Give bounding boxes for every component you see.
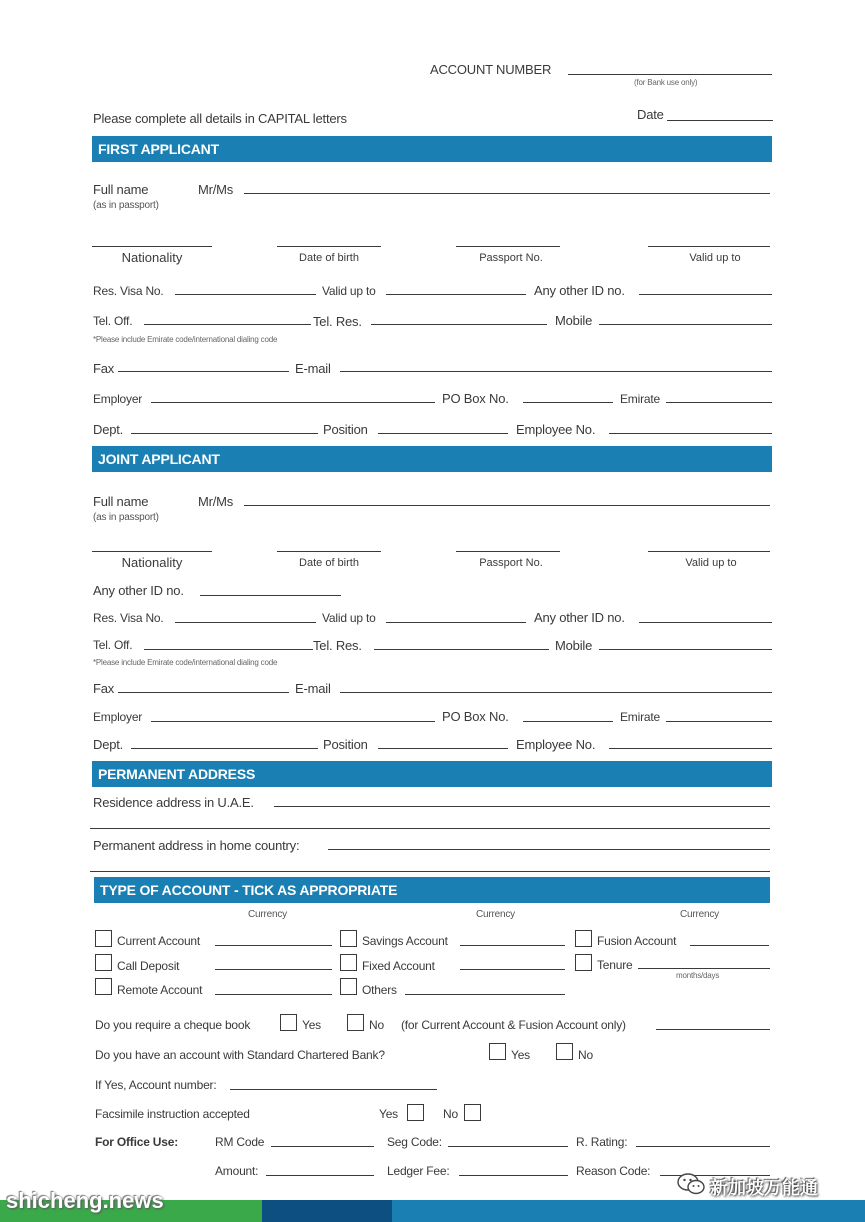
footer-strip-blue — [392, 1200, 865, 1222]
dept-field[interactable] — [131, 433, 318, 434]
as-in-passport-note: (as in passport) — [93, 200, 159, 211]
residence-address-field-2[interactable] — [90, 828, 770, 829]
watermark-right: 新加坡万能通 — [710, 1178, 818, 1198]
joint-full-name-field[interactable] — [244, 505, 770, 506]
facsimile-yes-label: Yes — [379, 1107, 398, 1121]
cheque-book-yes-label: Yes — [302, 1018, 321, 1032]
call-deposit-checkbox[interactable] — [95, 954, 112, 971]
fixed-account-label: Fixed Account — [362, 959, 435, 973]
joint-employer-field[interactable] — [151, 721, 435, 722]
tel-res-label: Tel. Res. — [313, 314, 362, 329]
joint-any-other-id-field[interactable] — [639, 622, 772, 623]
savings-account-checkbox[interactable] — [340, 930, 357, 947]
account-number-field[interactable] — [568, 74, 772, 75]
tel-off-label: Tel. Off. — [93, 314, 133, 328]
others-label: Others — [362, 983, 397, 997]
fax-field[interactable] — [118, 371, 289, 372]
office-use-label: For Office Use: — [95, 1135, 179, 1149]
valid-up-to-label: Valid up to — [689, 252, 741, 264]
tel-off-field[interactable] — [144, 324, 311, 325]
joint-tel-res-label: Tel. Res. — [313, 638, 362, 653]
joint-nationality-label: Nationality — [121, 555, 183, 570]
res-visa-no-field[interactable] — [175, 294, 316, 295]
account-type-header: TYPE OF ACCOUNT - TICK AS APPROPRIATE — [94, 877, 770, 903]
employer-label: Employer — [93, 392, 143, 406]
amount-label: Amount: — [215, 1164, 259, 1178]
joint-employee-no-field[interactable] — [609, 748, 772, 749]
date-label: Date — [637, 107, 664, 122]
emirate-field[interactable] — [666, 402, 772, 403]
remote-account-checkbox[interactable] — [95, 978, 112, 995]
cheque-book-no-label: No — [369, 1018, 384, 1032]
joint-res-visa-no-field[interactable] — [175, 622, 316, 623]
dept-label: Dept. — [93, 422, 124, 437]
po-box-field[interactable] — [523, 402, 613, 403]
fusion-account-checkbox[interactable] — [575, 930, 592, 947]
current-account-label: Current Account — [117, 934, 201, 948]
any-other-id-label: Any other ID no. — [534, 283, 625, 298]
joint-dept-label: Dept. — [93, 737, 124, 752]
residence-address-label: Residence address in U.A.E. — [93, 795, 254, 810]
facsimile-no-checkbox[interactable] — [464, 1104, 481, 1121]
joint-any-other-id-top-label: Any other ID no. — [93, 583, 184, 598]
joint-passport-no-field[interactable] — [456, 551, 560, 552]
current-account-checkbox[interactable] — [95, 930, 112, 947]
joint-fax-field[interactable] — [118, 692, 289, 693]
date-of-birth-label: Date of birth — [299, 252, 359, 264]
employee-no-label: Employee No. — [516, 422, 596, 437]
account-number-label: ACCOUNT NUMBER — [430, 62, 552, 77]
joint-date-of-birth-label: Date of birth — [299, 557, 359, 569]
po-box-label: PO Box No. — [442, 391, 509, 406]
capital-letters-instruction: Please complete all details in CAPITAL letters — [93, 111, 347, 126]
home-country-address-field-2[interactable] — [90, 871, 770, 872]
joint-tel-off-field[interactable] — [144, 649, 313, 650]
joint-employee-no-label: Employee No. — [516, 737, 596, 752]
mobile-field[interactable] — [599, 324, 772, 325]
joint-tel-off-label: Tel. Off. — [93, 638, 133, 652]
r-rating-label: R. Rating: — [576, 1135, 628, 1149]
dialing-code-note: *Please include Emirate code/international dialing code — [93, 335, 278, 344]
joint-email-field[interactable] — [340, 692, 772, 693]
seg-code-label: Seg Code: — [387, 1135, 442, 1149]
rm-code-field[interactable] — [271, 1146, 374, 1147]
joint-po-box-label: PO Box No. — [442, 709, 509, 724]
amount-field[interactable] — [266, 1175, 374, 1176]
home-country-address-field[interactable] — [328, 849, 770, 850]
scb-yes-label: Yes — [511, 1048, 530, 1062]
fusion-account-label: Fusion Account — [597, 934, 677, 948]
currency-label-1: Currency — [248, 909, 287, 920]
joint-dept-field[interactable] — [131, 748, 318, 749]
joint-mobile-field[interactable] — [599, 649, 772, 650]
position-field[interactable] — [378, 433, 508, 434]
footer-strip-dark — [262, 1200, 392, 1222]
joint-valid-up-to-label: Valid up to — [685, 557, 737, 569]
joint-passport-no-label: Passport No. — [479, 557, 543, 569]
residence-address-field[interactable] — [274, 806, 770, 807]
scb-no-checkbox[interactable] — [556, 1043, 573, 1060]
currency-label-2: Currency — [476, 909, 515, 920]
email-field[interactable] — [340, 371, 772, 372]
visa-valid-up-to-field[interactable] — [386, 294, 526, 295]
joint-visa-valid-up-to-label: Valid up to — [322, 611, 376, 625]
reason-code-label: Reason Code: — [576, 1164, 651, 1178]
joint-position-field[interactable] — [378, 748, 508, 749]
any-other-id-field[interactable] — [639, 294, 772, 295]
currency-label-3: Currency — [680, 909, 719, 920]
if-yes-account-field[interactable] — [230, 1089, 437, 1090]
watermark-left: shicheng.news — [6, 1188, 164, 1213]
cheque-book-note: (for Current Account & Fusion Account only) — [401, 1018, 626, 1032]
joint-visa-valid-up-to-field[interactable] — [386, 622, 526, 623]
months-days-note: months/days — [676, 971, 720, 980]
tel-res-field[interactable] — [371, 324, 547, 325]
savings-account-currency-field[interactable] — [460, 945, 565, 946]
scb-no-label: No — [578, 1048, 593, 1062]
joint-any-other-id-top-field[interactable] — [200, 595, 341, 596]
others-field[interactable] — [405, 994, 565, 995]
cheque-book-field[interactable] — [656, 1029, 770, 1030]
joint-tel-res-field[interactable] — [374, 649, 549, 650]
nationality-field[interactable] — [92, 246, 212, 247]
joint-date-of-birth-field[interactable] — [277, 551, 381, 552]
joint-res-visa-no-label: Res. Visa No. — [93, 611, 164, 625]
r-rating-field[interactable] — [636, 1146, 770, 1147]
employee-no-field[interactable] — [609, 433, 772, 434]
employer-field[interactable] — [151, 402, 435, 403]
date-of-birth-field[interactable] — [277, 246, 381, 247]
joint-nationality-field[interactable] — [92, 551, 212, 552]
joint-mobile-label: Mobile — [555, 638, 593, 653]
valid-up-to-field[interactable] — [648, 246, 770, 247]
cheque-book-yes-checkbox[interactable] — [280, 1014, 297, 1031]
scb-yes-checkbox[interactable] — [489, 1043, 506, 1060]
joint-full-name-label: Full name — [93, 494, 149, 509]
nationality-label: Nationality — [121, 250, 183, 265]
emirate-label: Emirate — [620, 392, 660, 406]
current-account-currency-field[interactable] — [215, 945, 332, 946]
res-visa-no-label: Res. Visa No. — [93, 284, 164, 298]
savings-account-label: Savings Account — [362, 934, 448, 948]
joint-mr-ms-label: Mr/Ms — [198, 494, 234, 509]
seg-code-field[interactable] — [448, 1146, 568, 1147]
visa-valid-up-to-label: Valid up to — [322, 284, 376, 298]
cheque-book-no-checkbox[interactable] — [347, 1014, 364, 1031]
first-applicant-header: FIRST APPLICANT — [92, 136, 772, 162]
passport-no-field[interactable] — [456, 246, 560, 247]
remote-account-currency-field[interactable] — [215, 994, 332, 995]
joint-emirate-field[interactable] — [666, 721, 772, 722]
remote-account-label: Remote Account — [117, 983, 203, 997]
joint-employer-label: Employer — [93, 710, 143, 724]
joint-position-label: Position — [323, 737, 368, 752]
joint-as-in-passport-note: (as in passport) — [93, 512, 159, 523]
ledger-fee-label: Ledger Fee: — [387, 1164, 450, 1178]
joint-email-label: E-mail — [295, 681, 331, 696]
permanent-address-header: PERMANENT ADDRESS — [92, 761, 772, 787]
wechat-icon — [676, 1172, 706, 1196]
facsimile-yes-checkbox[interactable] — [407, 1104, 424, 1121]
ledger-fee-field[interactable] — [459, 1175, 568, 1176]
joint-emirate-label: Emirate — [620, 710, 660, 724]
joint-any-other-id-label: Any other ID no. — [534, 610, 625, 625]
scb-account-question: Do you have an account with Standard Chartered Bank? — [95, 1048, 385, 1062]
home-country-address-label: Permanent address in home country: — [93, 838, 300, 853]
fixed-account-currency-field[interactable] — [460, 969, 565, 970]
others-checkbox[interactable] — [340, 978, 357, 995]
facsimile-no-label: No — [443, 1107, 458, 1121]
mobile-label: Mobile — [555, 313, 593, 328]
joint-fax-label: Fax — [93, 681, 115, 696]
fax-label: Fax — [93, 361, 115, 376]
bank-use-only-note: (for Bank use only) — [634, 78, 698, 87]
date-field[interactable] — [667, 120, 773, 121]
tenure-field[interactable] — [638, 968, 770, 969]
tenure-label: Tenure — [597, 958, 633, 972]
full-name-label: Full name — [93, 182, 149, 197]
cheque-book-question: Do you require a cheque book — [95, 1018, 251, 1032]
email-label: E-mail — [295, 361, 331, 376]
call-deposit-label: Call Deposit — [117, 959, 180, 973]
position-label: Position — [323, 422, 368, 437]
rm-code-label: RM Code — [215, 1135, 265, 1149]
joint-applicant-header: JOINT APPLICANT — [92, 446, 772, 472]
call-deposit-currency-field[interactable] — [215, 969, 332, 970]
joint-valid-up-to-field[interactable] — [648, 551, 770, 552]
joint-po-box-field[interactable] — [523, 721, 613, 722]
fusion-account-currency-field[interactable] — [690, 945, 769, 946]
full-name-field[interactable] — [244, 193, 770, 194]
passport-no-label: Passport No. — [479, 252, 543, 264]
fixed-account-checkbox[interactable] — [340, 954, 357, 971]
joint-dialing-code-note: *Please include Emirate code/international dialing code — [93, 658, 278, 667]
tenure-checkbox[interactable] — [575, 954, 592, 971]
if-yes-account-label: If Yes, Account number: — [95, 1078, 217, 1092]
facsimile-label: Facsimile instruction accepted — [95, 1107, 250, 1121]
mr-ms-label: Mr/Ms — [198, 182, 234, 197]
